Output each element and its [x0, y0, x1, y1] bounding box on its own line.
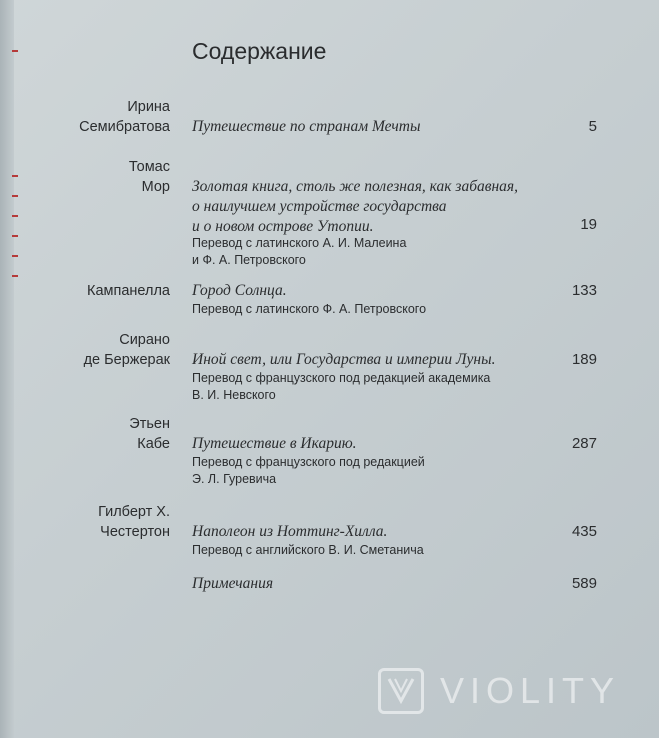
author-line: Семибратова [79, 119, 170, 135]
entry-work-title [192, 281, 287, 301]
author-line: Гилберт Х. [98, 504, 170, 520]
translation-line: Перевод с французского под редакцией [192, 455, 425, 469]
work-line: Золотая книга, столь же полезная, как забавная, [192, 178, 518, 195]
stitch-mark [12, 235, 18, 237]
author-line: де Бержерак [83, 352, 170, 368]
work-line: Иной свет, или Государства и империи Луны. [192, 351, 496, 368]
author-line: Сирано [119, 332, 170, 348]
author-line: Этьен [129, 416, 170, 432]
entry-author [129, 157, 170, 197]
entry-page-number: 435 [571, 523, 597, 540]
entry-work-title [192, 574, 273, 594]
translation-line: В. И. Невского [192, 388, 276, 402]
entry-work-title [192, 522, 387, 542]
entry-page-number: 287 [571, 435, 597, 452]
entry-page-number: 589 [571, 575, 597, 592]
work-line: и о новом острове Утопии. [192, 218, 374, 235]
work-line: Путешествие по странам Мечты [192, 118, 421, 135]
entry-translation [192, 370, 490, 404]
entry-page-number: 133 [571, 282, 597, 299]
author-line: Ирина [127, 99, 170, 115]
stitch-mark [12, 50, 18, 52]
entry-page-number: 189 [571, 351, 597, 368]
stitch-mark [12, 255, 18, 257]
violity-logo-icon [378, 668, 424, 714]
author-line: Томас [128, 159, 170, 175]
author-line: Кампанелла [87, 283, 170, 299]
entry-translation [192, 454, 425, 488]
work-line: Город Солнца. [192, 282, 287, 299]
work-line: Примечания [192, 575, 274, 592]
translation-line: Перевод с латинского Ф. А. Петровского [192, 302, 427, 316]
entry-author [98, 502, 170, 542]
binding-edge [0, 0, 14, 738]
entry-work-title [192, 434, 357, 454]
stitch-mark [12, 175, 18, 177]
translation-line: Э. Л. Гуревича [192, 472, 277, 486]
work-line: Наполеон из Ноттинг-Хилла. [192, 523, 388, 540]
stitch-mark [12, 195, 18, 197]
author-line: Кабе [137, 436, 170, 452]
entry-work-title [192, 177, 518, 237]
author-line: Честертон [100, 524, 170, 540]
translation-line: Перевод с латинского А. И. Малеина [192, 236, 407, 250]
translation-line: Перевод с английского В. И. Сметанича [192, 543, 424, 557]
entry-author [79, 97, 170, 137]
entry-author [129, 414, 170, 454]
entry-work-title [192, 117, 420, 137]
work-line: Путешествие в Икарию. [192, 435, 357, 452]
entry-page-number: 19 [580, 216, 597, 233]
stitch-mark [12, 275, 18, 277]
page-title: Содержание [192, 38, 327, 64]
stitch-mark [12, 215, 18, 217]
translation-line: Перевод с французского под редакцией академика [192, 371, 491, 385]
entry-translation [192, 542, 424, 559]
watermark [372, 664, 642, 720]
entry-author [84, 330, 170, 370]
entry-translation [192, 301, 426, 318]
author-line: Мор [141, 179, 170, 195]
watermark-text: VIOLITY [440, 670, 621, 711]
work-line: о наилучшем устройстве государства [192, 198, 447, 215]
entry-page-number: 5 [588, 118, 597, 135]
translation-line: и Ф. А. Петровского [192, 253, 306, 267]
entry-author [87, 281, 170, 301]
entry-work-title [192, 350, 496, 370]
entry-translation [192, 235, 406, 269]
